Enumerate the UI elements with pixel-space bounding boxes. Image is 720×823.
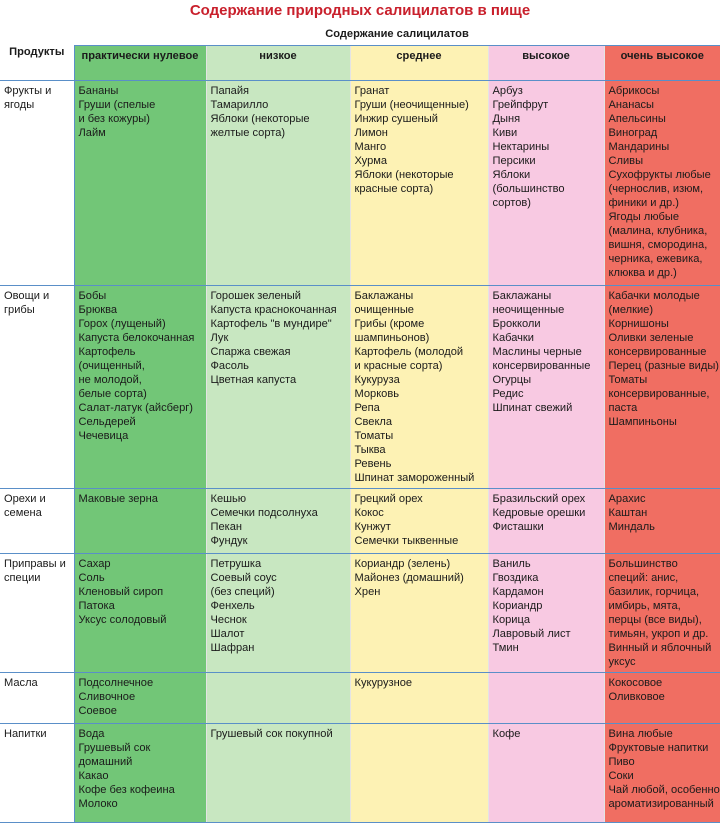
table-row-drinks	[0, 724, 720, 823]
food-item: Салат-латук (айсберг)	[78, 402, 193, 414]
food-item: Тамарилло	[210, 99, 269, 111]
food-item: шампиньонов)	[354, 332, 430, 344]
cell-high	[488, 724, 604, 823]
cell-zero	[74, 286, 206, 489]
cell-zero	[74, 724, 206, 823]
food-item: Майонез (домашний)	[354, 572, 464, 584]
food-item: финики и др.)	[608, 197, 679, 209]
food-item: (большинство	[492, 183, 565, 195]
food-item: Тмин	[492, 642, 519, 654]
food-item: Фасоль	[210, 360, 249, 372]
food-item: Яблоки (некоторые	[210, 113, 310, 125]
header-products: Продукты	[0, 24, 74, 81]
cell-low	[206, 554, 350, 673]
food-item: неочищенные	[492, 304, 565, 316]
food-item: Пекан	[210, 521, 243, 533]
header-level-high: высокое	[488, 46, 604, 81]
food-item: Баклажаны	[354, 290, 414, 302]
food-item: Брокколи	[492, 318, 541, 330]
food-item: Лук	[210, 332, 229, 344]
food-item: Семечки подсолнуха	[210, 507, 318, 519]
food-item: Молоко	[78, 798, 118, 810]
cell-very-high	[604, 673, 720, 724]
food-item: Петрушка	[210, 558, 262, 570]
food-item: Лимон	[354, 127, 388, 139]
cell-very-high	[604, 489, 720, 554]
food-item: Кабачки молодые	[608, 290, 700, 302]
food-item: не молодой,	[78, 374, 142, 386]
food-item: Морковь	[354, 388, 400, 400]
table-row-condiments-spices	[0, 554, 720, 673]
food-item: Фенхель	[210, 600, 255, 612]
food-item: ароматизированный	[608, 798, 714, 810]
header-salicylate-content: Содержание салицилатов	[74, 24, 720, 46]
food-item: Кофе без кофеина	[78, 784, 175, 796]
food-item: Чай любой, особенно	[608, 784, 720, 796]
food-item: Ананасы	[608, 99, 655, 111]
food-item: Томаты	[608, 374, 648, 386]
table-row-nuts-seeds	[0, 489, 720, 554]
food-item: Чечевица	[78, 430, 129, 442]
food-item: консервированные,	[608, 388, 710, 400]
food-item: желтые сорта)	[210, 127, 286, 139]
food-item: Миндаль	[608, 521, 655, 533]
food-item: Нектарины	[492, 141, 550, 153]
food-item: Шпинат замороженный	[354, 472, 475, 484]
cell-very-high	[604, 286, 720, 489]
food-item: Шалот	[210, 628, 245, 640]
cell-zero	[74, 489, 206, 554]
food-item: базилик, горчица,	[608, 586, 700, 598]
food-item: Кешью	[210, 493, 247, 505]
food-item: Горошек зеленый	[210, 290, 301, 302]
food-item: Томаты	[354, 430, 394, 442]
food-item: Корнишоны	[608, 318, 669, 330]
food-item: черника, ежевика,	[608, 253, 703, 265]
row-label: Напитки	[0, 724, 74, 823]
cell-high	[488, 489, 604, 554]
food-item: Свекла	[354, 416, 393, 428]
food-item: Мандарины	[608, 141, 670, 153]
food-item: Гранат	[354, 85, 390, 97]
food-item: Перец (разные виды)	[608, 360, 719, 372]
food-item: Ягоды любые	[608, 211, 680, 223]
cell-very-high	[604, 81, 720, 286]
food-item: Груши (спелые	[78, 99, 156, 111]
food-item: Фруктовые напитки	[608, 742, 709, 754]
food-item: Инжир сушеный	[354, 113, 438, 125]
food-item: Капуста белокочанная	[78, 332, 195, 344]
cell-high	[488, 673, 604, 724]
cell-low	[206, 286, 350, 489]
food-item: имбирь, мята,	[608, 600, 681, 612]
table-row-fruits-berries	[0, 81, 720, 286]
table-row-vegetables-mushrooms	[0, 286, 720, 489]
food-item: домашний	[78, 756, 133, 768]
row-label: Орехи и семена	[0, 489, 74, 554]
food-item: Ваниль	[492, 558, 531, 570]
food-item: Груши (неочищенные)	[354, 99, 469, 111]
food-item: уксус	[608, 656, 636, 668]
food-item: Киви	[492, 127, 518, 139]
header-level-medium: среднее	[350, 46, 488, 81]
row-label: Масла	[0, 673, 74, 724]
food-item: Сельдерей	[78, 416, 136, 428]
food-item: Кардамон	[492, 586, 544, 598]
food-item: Кукурузное	[354, 677, 413, 689]
food-item: Арахис	[608, 493, 646, 505]
food-item: Грибы (кроме	[354, 318, 425, 330]
food-item: Фисташки	[492, 521, 544, 533]
food-item: Винный и яблочный	[608, 642, 712, 654]
food-item: Кунжут	[354, 521, 391, 533]
food-item: Виноград	[608, 127, 658, 139]
cell-high	[488, 81, 604, 286]
food-item: Уксус солодовый	[78, 614, 167, 626]
salicylates-table	[0, 24, 720, 823]
food-item: Соки	[608, 770, 634, 782]
food-item: Шпинат свежий	[492, 402, 573, 414]
food-item: Яблоки	[492, 169, 531, 181]
food-item: Гвоздика	[492, 572, 539, 584]
food-item: Манго	[354, 141, 387, 153]
food-item: Бразильский орех	[492, 493, 586, 505]
header-level-low: низкое	[206, 46, 350, 81]
food-item: Пиво	[608, 756, 635, 768]
food-item: Кокос	[354, 507, 384, 519]
food-item: (мелкие)	[608, 304, 654, 316]
food-item: консервированные	[608, 346, 707, 358]
food-item: Оливки зеленые	[608, 332, 694, 344]
row-label: Фрукты и ягоды	[0, 81, 74, 286]
food-item: консервированные	[492, 360, 591, 372]
food-item: Большинство	[608, 558, 678, 570]
food-item: Цветная капуста	[210, 374, 297, 386]
food-item: Кориандр (зелень)	[354, 558, 451, 570]
food-item: Грецкий орех	[354, 493, 423, 505]
food-item: Огурцы	[492, 374, 532, 386]
food-item: сортов)	[492, 197, 531, 209]
food-item: Кабачки	[492, 332, 534, 344]
food-item: Картофель "в мундире"	[210, 318, 332, 330]
food-item: Арбуз	[492, 85, 523, 97]
food-item: Персики	[492, 155, 536, 167]
food-item: вишня, смородина,	[608, 239, 708, 251]
cell-medium	[350, 673, 488, 724]
food-item: Сахар	[78, 558, 111, 570]
food-item: Фундук	[210, 535, 248, 547]
food-item: Картофель (молодой	[354, 346, 464, 358]
food-item: Шафран	[210, 642, 255, 654]
food-item: Репа	[354, 402, 380, 414]
food-item: Горох (лущеный)	[78, 318, 166, 330]
food-item: Грушевый сок покупной	[210, 728, 333, 740]
cell-low	[206, 489, 350, 554]
food-item: и без кожуры)	[78, 113, 150, 125]
food-item: Капуста краснокочанная	[210, 304, 337, 316]
cell-low	[206, 673, 350, 724]
food-item: Дыня	[492, 113, 521, 125]
food-item: и красные сорта)	[354, 360, 443, 372]
food-item: очищенные	[354, 304, 414, 316]
food-item: Какао	[78, 770, 109, 782]
table-row-oils	[0, 673, 720, 724]
cell-medium	[350, 489, 488, 554]
cell-low	[206, 724, 350, 823]
food-item: Грейпфрут	[492, 99, 549, 111]
food-item: Хрен	[354, 586, 381, 598]
cell-very-high	[604, 554, 720, 673]
food-item: Кленовый сироп	[78, 586, 164, 598]
food-item: Вина любые	[608, 728, 673, 740]
cell-high	[488, 286, 604, 489]
food-item: Оливковое	[608, 691, 665, 703]
header-level-zero: практически нулевое	[74, 46, 206, 81]
food-item: Семечки тыквенные	[354, 535, 459, 547]
food-item: Папайя	[210, 85, 250, 97]
food-item: Патока	[78, 600, 115, 612]
food-item: Тыква	[354, 444, 386, 456]
food-item: Чеснок	[210, 614, 247, 626]
cell-medium	[350, 724, 488, 823]
food-item: Картофель	[78, 346, 136, 358]
food-item: Брюква	[78, 304, 118, 316]
food-item: (малина, клубника,	[608, 225, 708, 237]
food-item: тимьян, укроп и др.	[608, 628, 709, 640]
food-item: (без специй)	[210, 586, 275, 598]
cell-low	[206, 81, 350, 286]
food-item: Кориандр	[492, 600, 543, 612]
food-item: Сливы	[608, 155, 644, 167]
cell-medium	[350, 286, 488, 489]
food-item: Корица	[492, 614, 531, 626]
cell-high	[488, 554, 604, 673]
food-item: Соевый соус	[210, 572, 277, 584]
food-item: паста	[608, 402, 638, 414]
food-item: Абрикосы	[608, 85, 660, 97]
food-item: Маслины черные	[492, 346, 582, 358]
cell-zero	[74, 554, 206, 673]
food-item: Маковые зерна	[78, 493, 158, 505]
food-item: Соевое	[78, 705, 117, 717]
row-label: Приправы и специи	[0, 554, 74, 673]
food-item: красные сорта)	[354, 183, 434, 195]
food-item: белые сорта)	[78, 388, 147, 400]
food-item: Апельсины	[608, 113, 666, 125]
food-item: Кедровые орешки	[492, 507, 586, 519]
food-item: Соль	[78, 572, 105, 584]
food-item: Каштан	[608, 507, 648, 519]
page-title: Содержание природных салицилатов в пище	[189, 2, 531, 19]
food-item: Подсолнечное	[78, 677, 154, 689]
row-label: Овощи и грибы	[0, 286, 74, 489]
food-item: Бобы	[78, 290, 107, 302]
food-item: (чернослив, изюм,	[608, 183, 704, 195]
cell-zero	[74, 673, 206, 724]
food-item: специй: анис,	[608, 572, 679, 584]
food-item: Лайм	[78, 127, 106, 139]
food-item: Кукуруза	[354, 374, 400, 386]
food-item: Шампиньоны	[608, 416, 677, 428]
food-item: Кокосовое	[608, 677, 663, 689]
food-item: перцы (все виды),	[608, 614, 702, 626]
food-item: Яблоки (некоторые	[354, 169, 454, 181]
cell-zero	[74, 81, 206, 286]
food-item: Лавровый лист	[492, 628, 571, 640]
food-item: Ревень	[354, 458, 392, 470]
food-item: Кофе	[492, 728, 521, 740]
food-item: клюква и др.)	[608, 267, 677, 279]
food-item: Сливочное	[78, 691, 136, 703]
food-item: Вода	[78, 728, 105, 740]
food-item: Спаржа свежая	[210, 346, 291, 358]
cell-medium	[350, 554, 488, 673]
header-level-very-high: очень высокое	[604, 46, 720, 81]
food-item: Сухофрукты любые	[608, 169, 711, 181]
food-item: Хурма	[354, 155, 388, 167]
food-item: Редис	[492, 388, 524, 400]
food-item: Грушевый сок	[78, 742, 151, 754]
cell-medium	[350, 81, 488, 286]
food-item: Бананы	[78, 85, 119, 97]
food-item: (очищенный,	[78, 360, 145, 372]
cell-very-high	[604, 724, 720, 823]
food-item: Баклажаны	[492, 290, 552, 302]
